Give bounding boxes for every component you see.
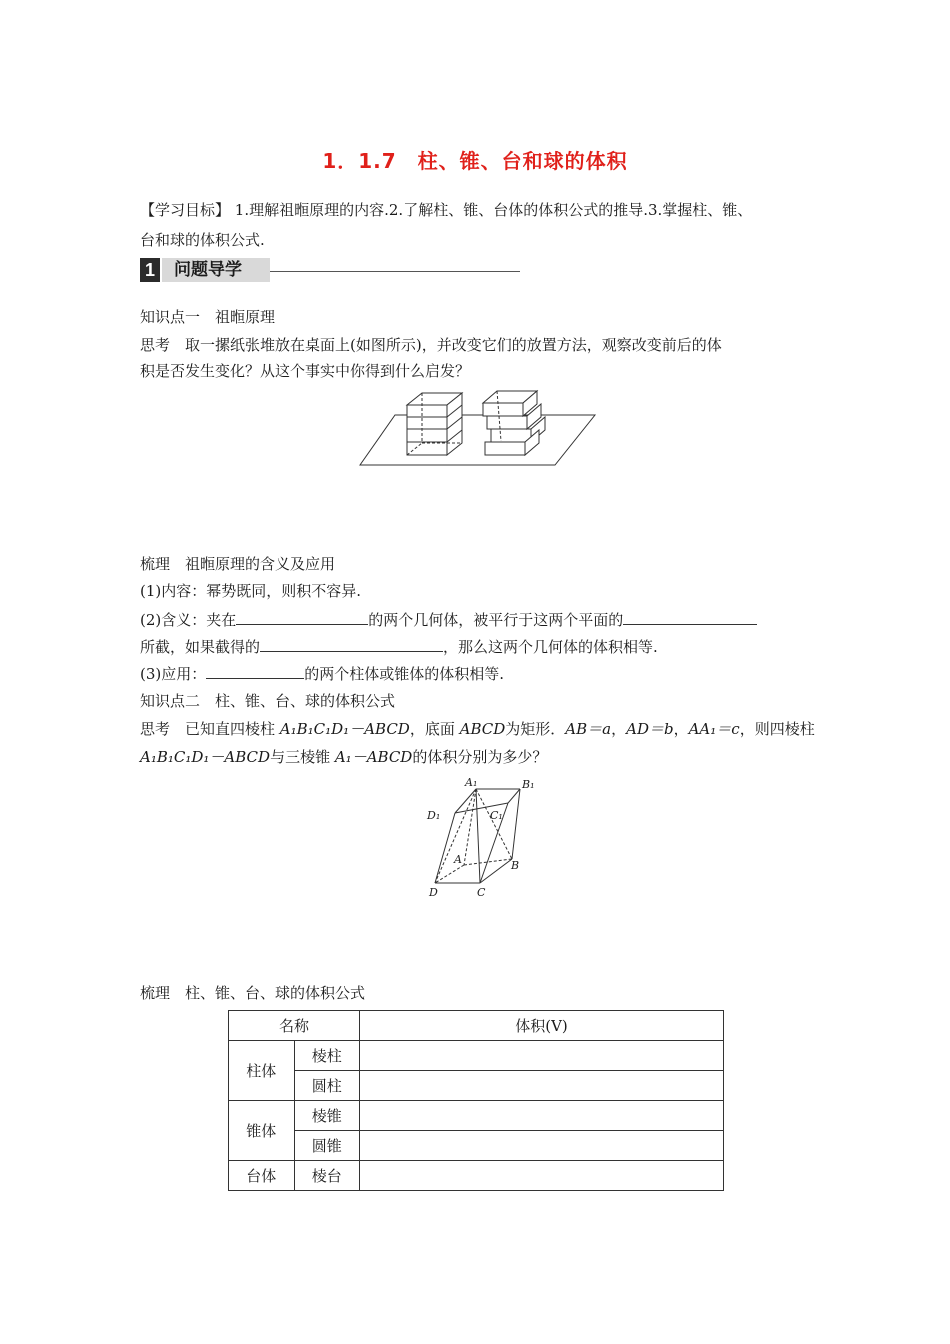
volume-cell[interactable] (360, 1041, 724, 1071)
prism-pyramid-figure (420, 775, 545, 900)
summary1-item-2-part-b: 的两个几何体，被平行于这两个平面的 (368, 611, 624, 629)
header-name: 名称 (229, 1011, 360, 1041)
volume-cell[interactable] (360, 1071, 724, 1101)
volume-cell[interactable] (360, 1161, 724, 1191)
group-cell: 台体 (229, 1161, 295, 1191)
volume-cell[interactable] (360, 1101, 724, 1131)
fill-blank-3[interactable] (260, 635, 443, 652)
kp1-think-line-2: 积是否发生变化？从这个事实中你得到什么启发？ (140, 362, 471, 380)
kp1-think-line-1: 思考 取一摞纸张堆放在桌面上(如图所示)，并改变它们的放置方法，观察改变前后的体 (140, 336, 722, 354)
summary1-item-3 (140, 662, 504, 685)
table-row (229, 1101, 724, 1131)
page-title: 1．1.7 柱、锥、台和球的体积 (322, 149, 628, 173)
kp2-prism-name: A₁B₁C₁D₁－ABCD (279, 720, 410, 738)
objectives-text: 1.理解祖暅原理的内容.2.了解柱、锥、台体的体积公式的推导.3.掌握柱、锥、 (234, 201, 753, 219)
objectives-line-1 (140, 199, 752, 221)
kp2-think-d: ，则四棱柱 (739, 720, 815, 738)
table-row (229, 1071, 724, 1101)
kp2-comma-2: ， (673, 720, 689, 738)
kp2-ad: AD＝b (626, 720, 674, 738)
label-c: C (477, 886, 486, 899)
section-number: 1 (140, 258, 160, 282)
kp1-heading: 知识点一 祖暅原理 (140, 308, 276, 326)
volume-cell[interactable] (360, 1131, 724, 1161)
summary1-item-3-part-b: 的两个柱体或锥体的体积相等. (304, 665, 505, 683)
objectives-line-2: 台和球的体积公式. (140, 231, 265, 249)
kp2-base-name: ABCD (459, 720, 506, 738)
label-d: D (429, 886, 438, 899)
kp2-think-f: 的体积分别为多少？ (412, 748, 548, 766)
item-cell: 圆锥 (294, 1131, 360, 1161)
kp2-pyramid-name: A₁－ABCD (334, 748, 413, 766)
item-cell: 棱柱 (294, 1041, 360, 1071)
straight-stack (407, 393, 462, 455)
volume-formula-table (228, 1010, 724, 1191)
fill-blank-4[interactable] (206, 662, 304, 679)
table-header-row (229, 1011, 724, 1041)
kp2-prism-name-2: A₁B₁C₁D₁－ABCD (140, 748, 271, 766)
section-rule (270, 271, 520, 272)
group-cell: 柱体 (229, 1041, 295, 1101)
kp2-comma-1: ， (611, 720, 627, 738)
slanted-stack (483, 391, 545, 455)
kp2-heading: 知识点二 柱、锥、台、球的体积公式 (140, 692, 396, 710)
table-row (229, 1161, 724, 1191)
summary1-item-2-cont (140, 635, 658, 658)
objectives-label: 【学习目标】 (140, 201, 231, 219)
kp2-think-e: 与三棱锥 (270, 748, 335, 766)
summary1-item-2-part-a: (2)含义：夹在 (140, 611, 237, 629)
kp2-think-b: ，底面 (409, 720, 460, 738)
kp2-think-line-2 (140, 746, 547, 768)
summary1-item-3-part-a: (3)应用： (140, 665, 207, 683)
label-c1: C₁ (490, 809, 503, 822)
kp2-think-c: 为矩形． (505, 720, 566, 738)
group-cell: 锥体 (229, 1101, 295, 1161)
item-cell: 棱锥 (294, 1101, 360, 1131)
paper-stacks-figure (355, 385, 600, 470)
kp2-aa1: AA₁＝c (688, 720, 740, 738)
fill-blank-1[interactable] (236, 608, 368, 625)
table-row (229, 1041, 724, 1071)
label-d1: D₁ (427, 809, 441, 822)
summary1-item-2 (140, 608, 757, 631)
table-row (229, 1131, 724, 1161)
kp2-think-line-1 (140, 718, 815, 740)
label-a1: A₁ (465, 776, 478, 789)
item-cell: 圆柱 (294, 1071, 360, 1101)
item-cell: 棱台 (294, 1161, 360, 1191)
fill-blank-2[interactable] (623, 608, 757, 625)
header-volume: 体积(V) (360, 1011, 724, 1041)
label-b: B (511, 859, 520, 872)
label-b1: B₁ (522, 778, 535, 791)
section-header (140, 258, 530, 284)
kp2-think-a: 思考 已知直四棱柱 (140, 720, 280, 738)
summary1-item-1: (1)内容：幂势既同，则积不容异. (140, 582, 362, 600)
kp2-ab: AB＝a (565, 720, 612, 738)
section-title: 问题导学 (174, 260, 242, 280)
summary1-item-2-part-d: ，那么这两个几何体的体积相等. (443, 638, 658, 656)
label-a: A (454, 853, 462, 866)
summary1-item-2-part-c: 所截，如果截得的 (140, 638, 261, 656)
summary2-heading: 梳理 柱、锥、台、球的体积公式 (140, 984, 366, 1002)
table-plane (360, 415, 595, 465)
summary1-heading: 梳理 祖暅原理的含义及应用 (140, 555, 336, 573)
